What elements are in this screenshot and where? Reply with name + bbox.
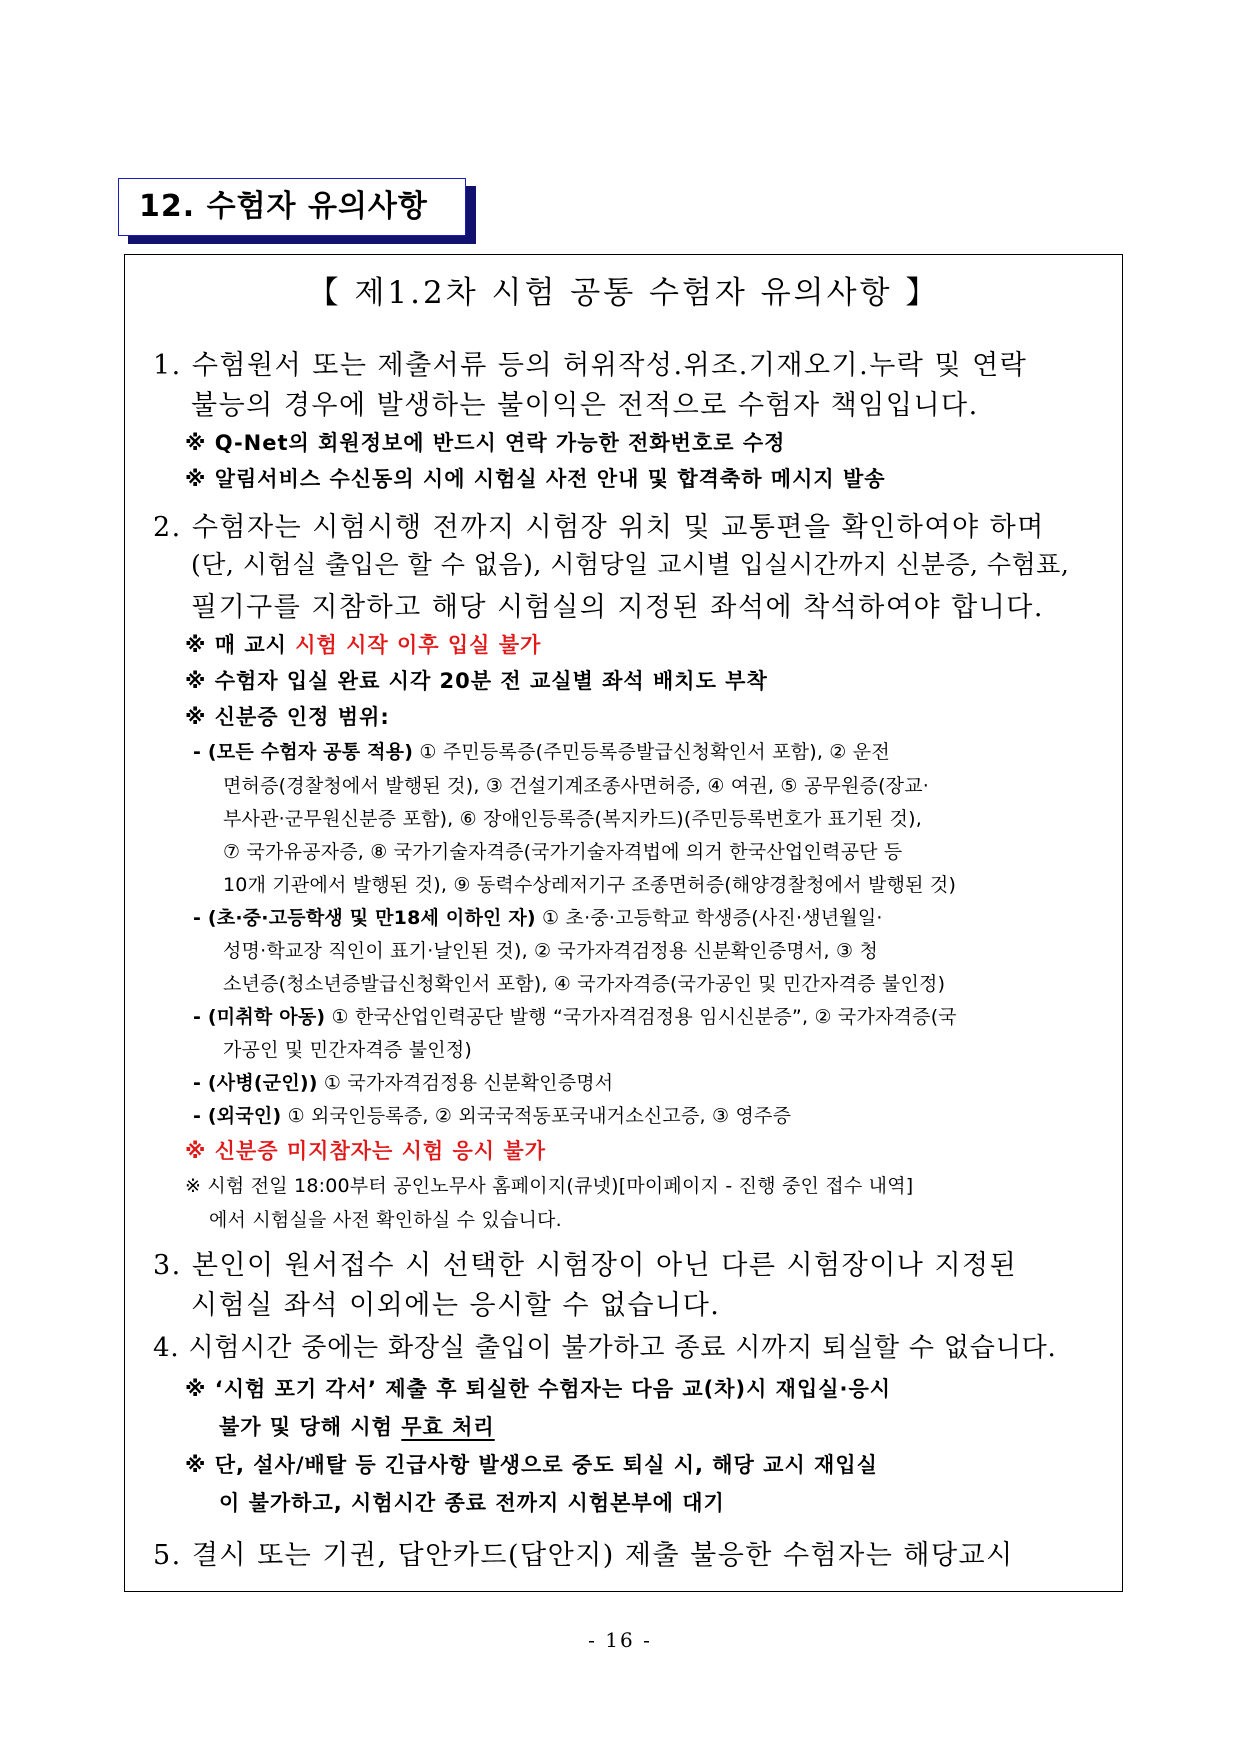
id-soldier-text: ① 국가자격검정용 신분확인증명서 [317,1072,614,1094]
id-student-line3: 소년증(청소년증발급신청확인서 포함), ④ 국가자격증(국가공인 및 민간자격증 불인정) [223,973,946,995]
id-child-text1: ① 한국산업인력공단 발행 “국가자격검정용 임시신분증”, ② 국가자격증(국 [325,1006,957,1028]
item1-note1: ※ Q-Net의 회원정보에 반드시 연락 가능한 전화번호로 수정 [185,431,786,455]
id-required-warning: ※ 신분증 미지참자는 시험 응시 불가 [185,1139,546,1163]
section-title: 12. 수험자 유의사항 [118,178,466,236]
item2-note3: ※ 신분증 인정 범위: [185,705,390,729]
id-soldier-line [193,1068,613,1095]
item2-note4-line1: ※ 시험 전일 18:00부터 공인노무사 홈페이지(큐넷)[마이페이지 - 진행 중인 접수 내역] [185,1175,914,1197]
box-title: 【 제1.2차 시험 공통 수험자 유의사항 】 [307,275,940,311]
item2-note2: ※ 수험자 입실 완료 시각 20분 전 교실별 좌석 배치도 부착 [185,669,768,693]
id-all-text1: ① 주민등록증(주민등록증발급신청확인서 포함), ② 운전 [413,741,890,763]
page-number: - 16 - [588,1628,652,1652]
late-entry-warning: 시험 시작 이후 입실 불가 [295,633,542,657]
item1-line2: 불능의 경우에 발생하는 불이익은 전적으로 수험자 책임입니다. [191,390,979,421]
notice-box [124,254,1123,1592]
id-student-line1 [193,903,883,930]
item2-line3: 필기구를 지참하고 해당 시험실의 지정된 좌석에 착석하여야 합니다. [191,592,1044,623]
item4-note1-line2-prefix: 불가 및 당해 시험 [219,1415,402,1439]
item2-note4-line2: 에서 시험실을 사전 확인하실 수 있습니다. [209,1209,562,1231]
id-child-line1 [193,1002,957,1029]
item2-note1 [185,629,541,659]
item1-line1: 1. 수험원서 또는 제출서류 등의 허위작성.위조.기재오기.누락 및 연락 [153,350,1028,381]
id-all-label: - (모든 수험자 공통 적용) [193,741,414,763]
item2-line2: (단, 시험실 출입은 할 수 없음), 시험당일 교시별 입실시간까지 신분증, 수험표, [191,550,1070,579]
item4-note2-line2: 이 불가하고, 시험시간 종료 전까지 시험본부에 대기 [219,1491,725,1515]
id-foreign-line [193,1101,791,1128]
id-student-text1: ① 초·중·고등학교 학생증(사진·생년월일· [535,907,883,929]
item1-note2: ※ 알림서비스 수신동의 시에 시험실 사전 안내 및 합격축하 메시지 발송 [185,467,886,491]
item4-line1: 4. 시험시간 중에는 화장실 출입이 불가하고 종료 시까지 퇴실할 수 없습니다. [153,1333,1057,1363]
id-all-line5: 10개 기관에서 발행된 것), ⑨ 동력수상레저기구 조종면허증(해양경찰청에서 발행된 것) [223,874,957,896]
id-all-line2: 면허증(경찰청에서 발행된 것), ③ 건설기계조종사면허증, ④ 여권, ⑤ 공무원증(장교· [223,775,930,797]
id-child-label: - (미취학 아동) [193,1006,326,1028]
item2-note1-prefix: ※ 매 교시 [185,633,296,657]
item2-line1: 2. 수험자는 시험시행 전까지 시험장 위치 및 교통편을 확인하여야 하며 [153,512,1045,543]
id-student-line2: 성명·학교장 직인이 표기·날인된 것), ② 국가자격검정용 신분확인증명서, ③ 청 [223,940,879,962]
id-all-line4: ⑦ 국가유공자증, ⑧ 국가기술자격증(국가기술자격법에 의거 한국산업인력공단 등 [223,841,903,863]
id-all-line1 [193,737,890,764]
item5-line1: 5. 결시 또는 기권, 답안카드(답안지) 제출 불응한 수험자는 해당교시 [153,1540,1014,1571]
item4-note1-line1: ※ ‘시험 포기 각서’ 제출 후 퇴실한 수험자는 다음 교(차)시 재입실·응시 [185,1377,892,1401]
id-child-line2: 가공인 및 민간자격증 불인정) [223,1039,472,1061]
item4-note2-line1: ※ 단, 설사/배탈 등 긴급사항 발생으로 중도 퇴실 시, 해당 교시 재입실 [185,1453,878,1477]
item3-line1: 3. 본인이 원서접수 시 선택한 시험장이 아닌 다른 시험장이나 지정된 [153,1250,1018,1281]
id-foreign-text: ① 외국인등록증, ② 외국국적동포국내거소신고증, ③ 영주증 [281,1105,792,1127]
item4-note1-line2 [219,1411,495,1441]
id-foreign-label: - (외국인) [193,1105,282,1127]
id-all-line3: 부사관·군무원신분증 포함), ⑥ 장애인등록증(복지카드)(주민등록번호가 표기된 것), [223,808,922,830]
item3-line2: 시험실 좌석 이외에는 응시할 수 없습니다. [191,1290,721,1321]
id-student-label: - (초·중·고등학생 및 만18세 이하인 자) [193,907,536,929]
id-soldier-label: - (사병(군인)) [193,1072,318,1094]
invalidation-text: 무효 처리 [401,1415,495,1439]
